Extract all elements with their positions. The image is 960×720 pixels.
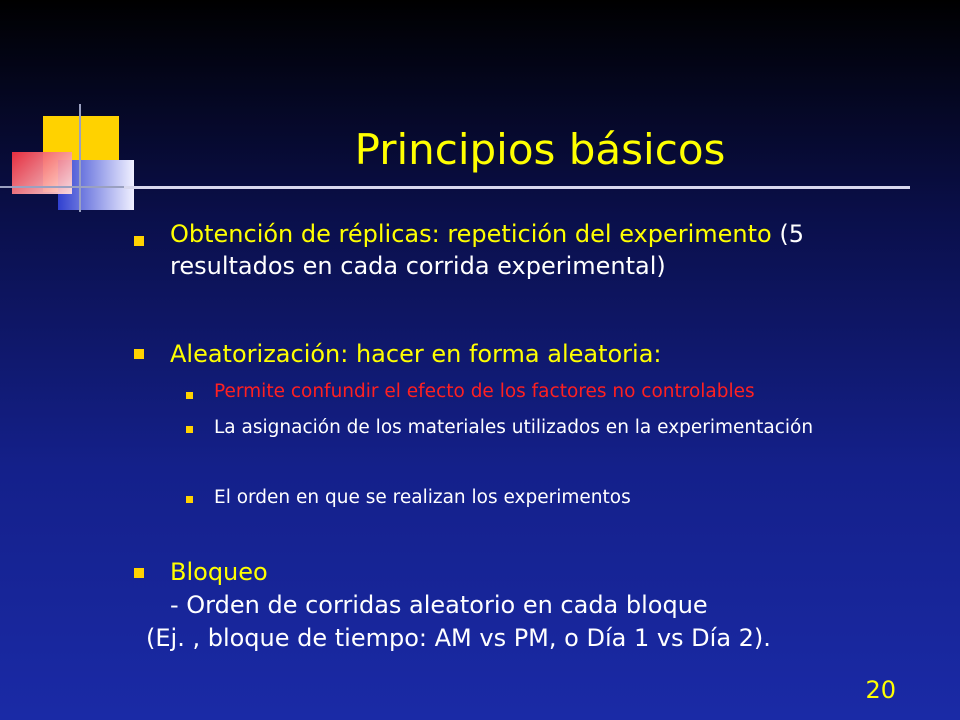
bullet-bloqueo-example: (Ej. , bloque de tiempo: AM vs PM, o Día 1 vs Día 2). xyxy=(146,624,771,652)
bullet-marker xyxy=(134,568,144,578)
bullet-replicas xyxy=(170,218,930,282)
bullet-bloqueo-detail: - Orden de corridas aleatorio en cada bloque xyxy=(170,591,708,619)
bullet-marker xyxy=(134,236,144,246)
sub-bullet-asignacion: La asignación de los materiales utilizados en la experimentación xyxy=(214,417,814,438)
deco-horizontal-line xyxy=(0,186,124,188)
sub-bullet-marker xyxy=(186,496,193,503)
bullet-replicas-rest: (5 resultados en cada corrida experimental) xyxy=(170,220,804,280)
bullet-replicas-lead: Obtención de réplicas: repetición del experimento xyxy=(170,220,772,248)
bullet-aleatorizacion: Aleatorización: hacer en forma aleatoria: xyxy=(170,340,662,368)
sub-bullet-marker xyxy=(186,392,193,399)
sub-bullet-orden: El orden en que se realizan los experimentos xyxy=(214,487,631,508)
page-number: 20 xyxy=(865,676,896,704)
deco-vertical-line xyxy=(79,104,81,212)
bullet-marker xyxy=(134,349,144,359)
sub-bullet-confundir: Permite confundir el efecto de los factores no controlables xyxy=(214,381,755,402)
sub-bullet-marker xyxy=(186,426,193,433)
slide-title: Principios básicos xyxy=(354,125,726,174)
title-underline xyxy=(124,186,910,189)
bullet-bloqueo: Bloqueo xyxy=(170,558,268,586)
